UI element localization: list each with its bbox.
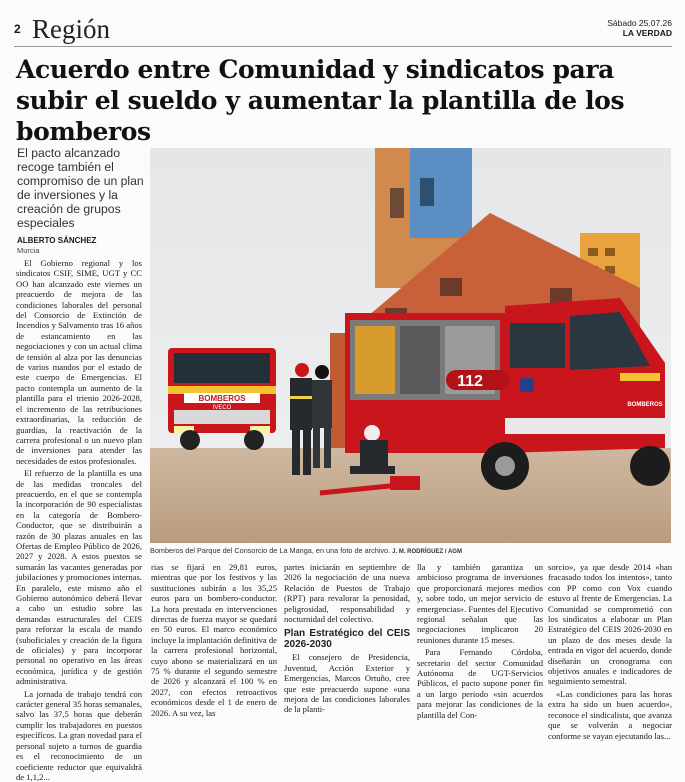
page-number: 2: [14, 22, 21, 36]
photo-credit: J. M. RODRÍGUEZ / AGM: [392, 549, 462, 555]
body-column-1: [16, 258, 143, 782]
paragraph: Para Fernando Córdoba, secretario del sector Comunidad Autónoma de UGT-Servicios Públicos, el pacto supone poner fin a un largo periodo «sin acuerdos para mejorar las condiciones de la plantilla del Con-: [417, 647, 543, 720]
news-photo: [150, 148, 671, 543]
paragraph: «Las condiciones para las horas extra ha sido un buen acuerdo», reconoce el sindicalista, que avanza que se volverán a negociar conforme se vayan ejecutando las...: [548, 688, 672, 741]
truck-left-label: BOMBEROS: [198, 394, 246, 403]
issue-date: Sábado 25.07.26: [607, 18, 672, 28]
firefighters-photo-illustration: [150, 148, 671, 543]
paragraph: rias se fijará en 29,81 euros, mientras que por los festivos y las sustituciones subirán a los 35,25 euros para un bombero-conductor. La hora prestada en intervenciones directas de fuerza mayor se quedará en 50 euros. El marco económico incluye la implantación definitiva de la carrera profesional horizontal, cuyo abono se materializará en un 75 % durante el segundo semestre de 2026 y alcanzará el 100 % en 2027, con efectos retroactivos económicos desde el 1 de enero de 2026. A su vez, las: [151, 562, 277, 718]
truck-right-label: BOMBEROS: [627, 402, 663, 408]
body-column-4: [417, 562, 543, 720]
paragraph: partes iniciarán en septiembre de 2026 la negociación de una nueva Relación de Puestos de Trabajo (RPT) para revalorar la penosidad, peligrosidad, responsabilidad y nocturnidad del colectivo.: [284, 562, 410, 625]
paragraph: El consejero de Presidencia, Juventud, Acción Exterior y Emergencias, Marcos Ortuño, cree que este preacuerdo supone «una mejora de las condiciones laborales de la planti-: [284, 652, 410, 715]
newspaper-name: LA VERDAD: [622, 28, 672, 38]
subheading: Plan Estratégico del CEIS 2026-2030: [284, 628, 410, 651]
body-column-2: [151, 562, 277, 718]
section-title: Región: [32, 14, 110, 44]
author: ALBERTO SÁNCHEZ: [17, 236, 97, 245]
subheadline: El pacto alcanzado recoge también el compromiso de un plan de inversiones y la creación de grupos especiales: [17, 146, 144, 230]
photo-caption-line: [150, 546, 671, 555]
body-column-5: [548, 562, 672, 741]
photo-caption: Bomberos del Parque del Consorcio de La Manga, en una foto de archivo.: [150, 546, 391, 555]
header-rule: [14, 46, 672, 47]
paragraph: lla y también garantiza un ambicioso programa de inversiones que proporcionará mejores medios y, sobre todo, un mejor servicio de emergencias». Fuentes del Ejecutivo regional señalan que las negociaciones implicaron 20 reuniones durante 15 meses.: [417, 562, 543, 645]
truck-right-number: 112: [457, 373, 483, 390]
paragraph: El Gobierno regional y los sindicatos CSIF, SIME, UGT y CC OO han alcanzado este viernes un preacuerdo de mejora de las condiciones laborales del personal del Consorcio de Extinción de Incendios y Salvamento tras 16 años de estancamiento en las negociaciones y con un actual clima de tensión al alza por las denuncias de varios mandos por el estado de este cuerpo de Emergencias. El pacto contempla un aumento de la plantilla para el trienio 2026-2028, el incremento de las retribuciones extraordinarias, la reducción de guardias, la reactivación de la carrera profesional o un nuevo plan de inversiones para atender las necesidades de estos profesionales.: [16, 258, 142, 466]
byline-place: Murcia: [17, 246, 40, 255]
body-column-3: [284, 562, 410, 715]
paragraph: La jornada de trabajo tendrá con carácter general 35 horas semanales, salvo las 37,5 horas que deberán cumplir los trabajadores en puestos específicos. La gran novedad para el personal sujeto a turnos de guardia es el reconocimiento de un coeficiente reductor que equivaldrá de 1,1,2...: [16, 688, 142, 782]
headline: Acuerdo entre Comunidad y sindicatos para subir el sueldo y aumentar la plantilla de los bomberos: [16, 55, 625, 146]
issue-date-block: [607, 18, 672, 38]
truck-left-brand: IVECO: [212, 405, 232, 411]
paragraph: sorcio», ya que desde 2014 «han fracasado todos los intentos», tanto con PP como con Vox cuando estuvo al frente de Emergencias. La Comunidad se comprometió con los sindicatos a elaborar un Plan Estratégico del CEIS 2026-2030 en un plazo de dos meses desde la entrada en vigor del acuerdo, donde diseñarán un cronograma con objetivos anuales e indicadores de seguimiento semestral.: [548, 562, 672, 687]
paragraph: El refuerzo de la plantilla es una de las medidas troncales del preacuerdo, en el que se contempla la incorporación de 90 especialistas en la categoría de Bombero-Conductor, que se distribuirán a razón de 30 plazas anuales en las Ofertas de Empleo Público de 2026, 2027 y 2028. A estos puestos se sumarán las vacantes generadas por jubilaciones y promociones internas. En paralelo, este mismo año el Gobierno autonómico deberá llevar a cabo un estudio sobre las demandas estructurales del CEIS para reforzar la escala de mando (suboficiales y creación de la figura de oficiales) y para incorporar personal no operativo en las áreas económica, jurídica y de gestión administrativa.: [16, 468, 143, 687]
page-header: [14, 14, 672, 44]
